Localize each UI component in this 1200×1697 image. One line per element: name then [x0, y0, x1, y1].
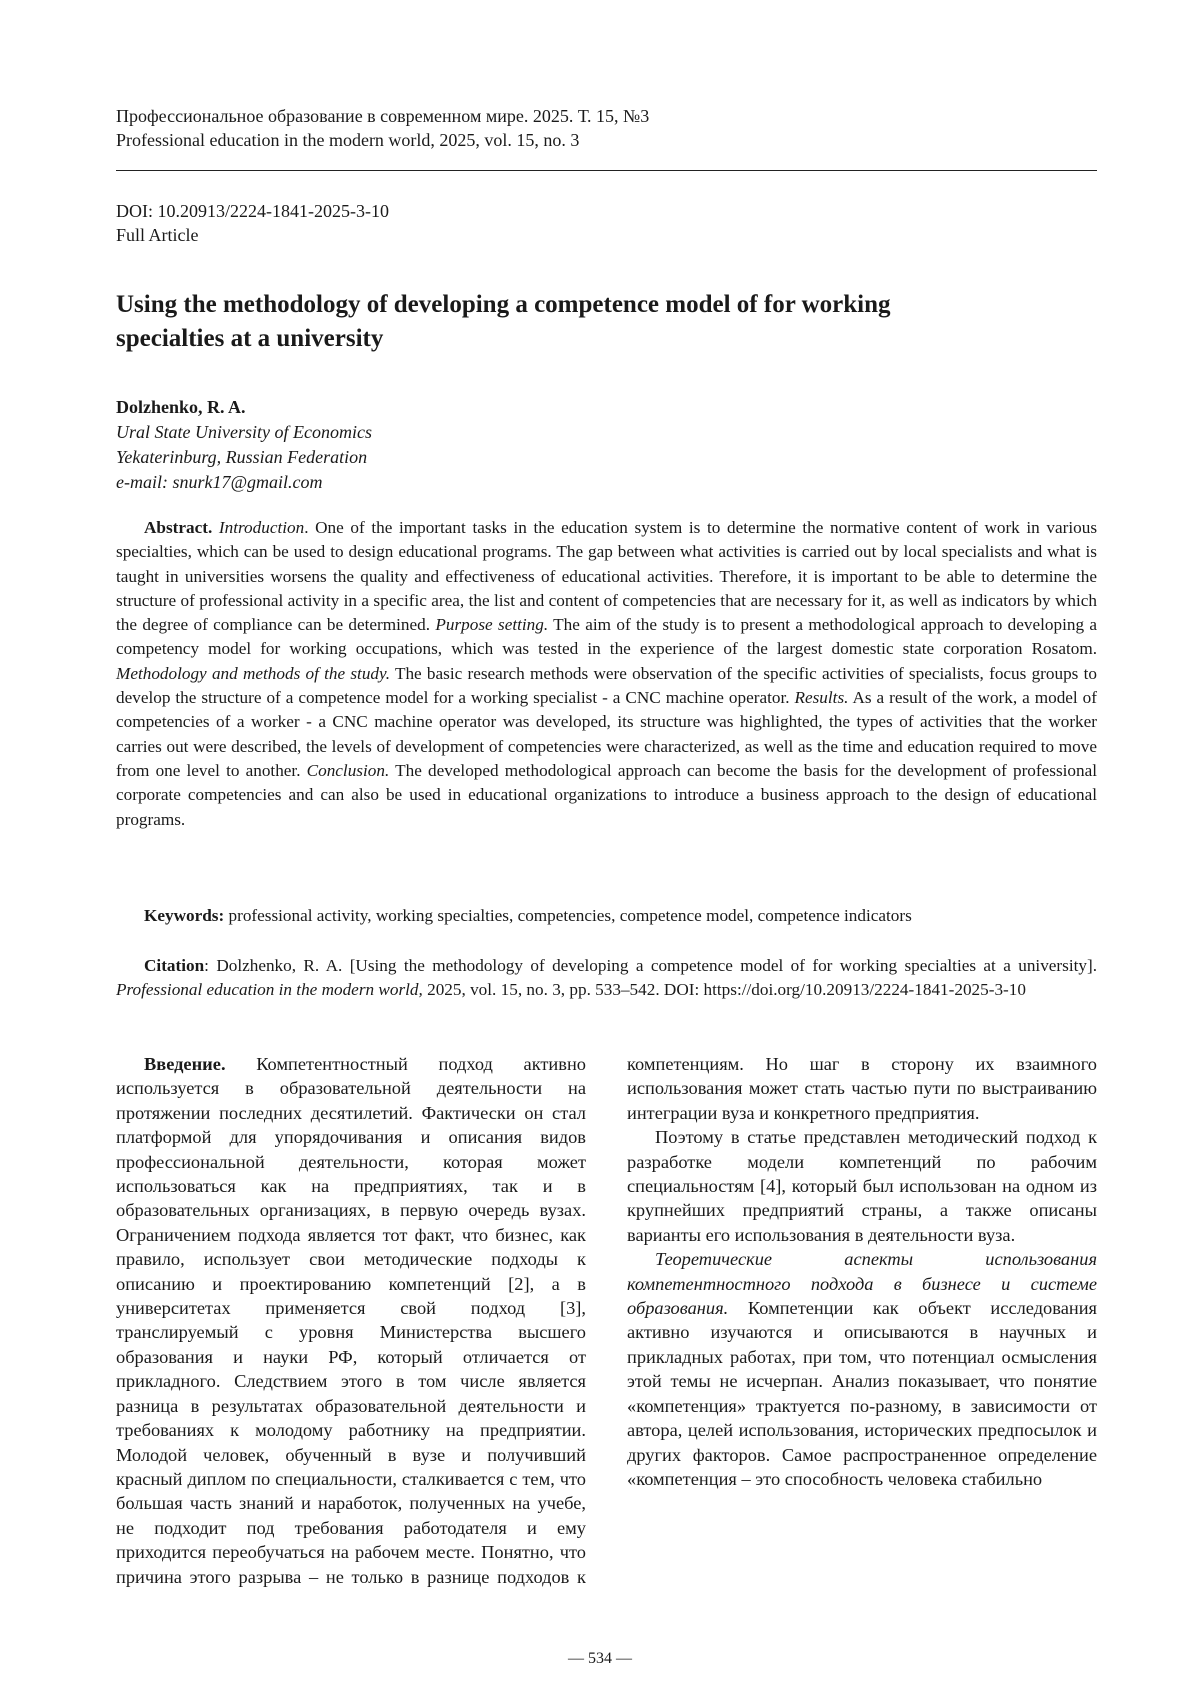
header-divider — [116, 170, 1097, 171]
abstract-methods-label: Methodology and methods of the study. — [116, 664, 390, 683]
citation-label: Citation — [144, 956, 204, 975]
journal-header — [116, 104, 649, 152]
body-paragraph-2: Поэтому в статье представлен методический подход к разработке модели компетенций по рабочим специальностям [4], который был использован на одном из крупнейших предприятий страны, а также описаны варианты его использования в деятельности вуза. — [627, 1127, 1097, 1245]
keywords — [116, 904, 1097, 928]
abstract-purpose-label: Purpose setting. — [435, 615, 548, 634]
doi[interactable]: DOI: 10.20913/2224-1841-2025-3-10 — [116, 199, 389, 223]
journal-line-ru: Профессиональное образование в современном мире. 2025. Т. 15, №3 — [116, 104, 649, 128]
abstract-conclusion-label: Conclusion. — [307, 761, 390, 780]
citation — [116, 954, 1097, 1003]
intro-heading: Введение. — [144, 1054, 226, 1074]
journal-line-en: Professional education in the modern world, 2025, vol. 15, no. 3 — [116, 128, 649, 152]
author-email[interactable]: e-mail: snurk17@gmail.com — [116, 470, 372, 495]
citation-journal: Professional education in the modern world, — [116, 980, 423, 999]
body-paragraph-1: Компетентностный подход активно используется в образовательной деятельности на протяжении последних десятилетий. Фактически он стал платформой для упорядочивания и описания видов профессиональной деятельности, которая может использоваться как на предприятиях, так и в образовательных организациях, в первую очередь вузах. Ограничением подхода является тот факт, что бизнес, как правило, использует свои методические подходы к описанию и проектированию компетенций [2], а в университетах применяется свой подход [3], транслируемый с уровня Министерства высшего образования и науки РФ, который отличается от прикладного. Следствием этого в том числе является разница в результатах образовательной деятельности и требованиях к молодому работнику на предприятии. Молодой человек, обученный в вузе и получивший красный диплом по специальности, сталкивается с тем, что большая часть знаний и наработок, полученных на учебе, не подходит под требования работодателя и ему приходится переобучаться на рабочем месте. Понятно, что причина этого разрыва – не только в разнице подходов к компетенциям. Но шаг в сторону их взаимного использования может стать частью пути по выстраиванию интеграции вуза и конкретного предприятия. — [116, 1054, 1097, 1587]
section-heading-theory: Теоретические аспекты использования компетентностного подхода в бизнесе и системе образования. — [627, 1249, 1097, 1318]
article-meta — [116, 199, 389, 247]
citation-text-2[interactable]: 2025, vol. 15, no. 3, pp. 533–542. DOI: https://doi.org/10.20913/2224-1841-2025-3-10 — [423, 980, 1026, 999]
author-affiliation: Ural State University of Economics — [116, 420, 372, 445]
abstract-purpose: The aim of the study is to present a methodological approach to developing a competency model for working occupations, which was tested in the experience of the largest domestic state corporation Rosatom. — [116, 615, 1097, 658]
abstract-methods: The basic research methods were observation of the specific activities of specialists, focus groups to develop the structure of a competence model for a working specialist - a CNC machine operator. — [116, 664, 1097, 707]
body-paragraph-3: Компетенции как объект исследования активно изучаются и описываются в научных и прикладных работах, при том, что потенциал осмысления этой темы не исчерпан. Анализ показывает, что понятие «компетенция» трактуется по-разному, в зависимости от автора, целей использования, исторических предпосылок и других факторов. Самое распространенное определение «компетенция – это способность человека стабильно — [627, 1298, 1097, 1489]
abstract-intro-label: Introduction — [219, 518, 304, 537]
author-location: Yekaterinburg, Russian Federation — [116, 445, 372, 470]
abstract-intro: . One of the important tasks in the education system is to determine the normative content of work in various specialties, which can be used to design educational programs. The gap between what activities is carried out by local specialists and what is taught in universities worsens the quality and effectiveness of educational activities. Therefore, it is important to be able to determine the structure of professional activity in a specific area, the list and content of competencies that are necessary for it, as well as indicators by which the degree of compliance can be determined. — [116, 518, 1097, 634]
abstract — [116, 516, 1097, 832]
author-block — [116, 395, 372, 495]
abstract-conclusion: The developed methodological approach can become the basis for the development of professional corporate competencies and can also be used in educational organizations to introduce a business approach to the design of educational programs. — [116, 761, 1097, 829]
citation-text-1: : Dolzhenko, R. A. [Using the methodology of developing a competence model of for working specialties at a university]. — [204, 956, 1097, 975]
body-text — [116, 1052, 1097, 1612]
abstract-results: As a result of the work, a model of competencies of a worker - a CNC machine operator was developed, its structure was highlighted, the types of activities that the worker carries out were described, the levels of development of competencies were characterized, as well as the time and education required to move from one level to another. — [116, 688, 1097, 780]
keywords-text: professional activity, working specialties, competencies, competence model, competence indicators — [224, 906, 912, 925]
article-type: Full Article — [116, 223, 389, 247]
page-number: — 534 — — [0, 1650, 1200, 1668]
keywords-label: Keywords: — [144, 906, 224, 925]
author-name: Dolzhenko, R. A. — [116, 395, 372, 420]
abstract-label: Abstract. — [144, 518, 212, 537]
abstract-results-label: Results. — [794, 688, 848, 707]
article-title: Using the methodology of developing a competence model of for working specialties at a university — [116, 288, 936, 356]
